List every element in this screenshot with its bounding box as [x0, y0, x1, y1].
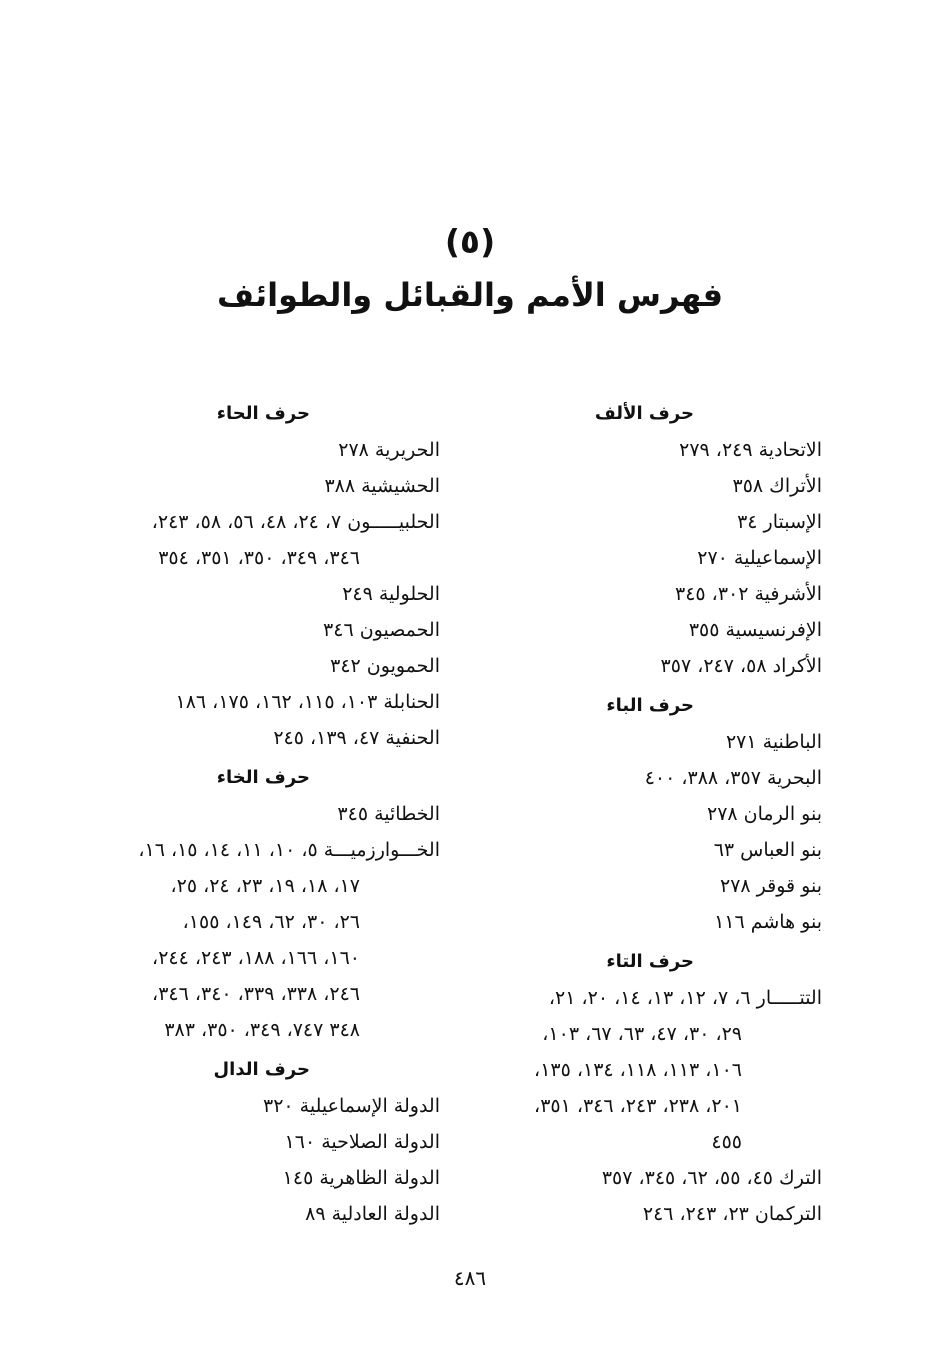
- section-heading-ha: حرف الحاء: [216, 403, 310, 424]
- index-entry: بنو الرمان ٢٧٨: [706, 803, 822, 825]
- index-entry: الحلولية ٢٤٩: [342, 583, 440, 605]
- index-entry: الخطائية ٣٤٥: [337, 803, 440, 825]
- index-entry: البحرية ٣٥٧، ٣٨٨، ٤٠٠: [644, 767, 822, 789]
- section-heading-kha: حرف الخاء: [216, 767, 310, 788]
- index-entry: بنو قوقر ٢٧٨: [719, 875, 822, 897]
- index-entry-continuation: ٣٤٨ ٧٤٧، ٣٤٩، ٣٥٠، ٣٨٣: [164, 1019, 360, 1041]
- index-entry-continuation: ١٧، ١٨، ١٩، ٢٣، ٢٤، ٢٥،: [170, 875, 360, 897]
- index-entry: الأكراد ٥٨، ٢٤٧، ٣٥٧: [660, 655, 822, 677]
- index-entry: بنو هاشم ١١٦: [714, 911, 822, 933]
- index-entry: الإفرنسيسية ٣٥٥: [688, 619, 822, 641]
- index-entry-continuation: ٣٤٦، ٣٤٩، ٣٥٠، ٣٥١، ٣٥٤: [158, 547, 360, 569]
- section-heading-ba: حرف الباء: [606, 695, 694, 716]
- index-entry: الحمصيون ٣٤٦: [323, 619, 440, 641]
- index-entry: الحنفية ٤٧، ١٣٩، ٢٤٥: [273, 727, 440, 749]
- index-entry: التركمان ٢٣، ٢٤٣، ٢٤٦: [642, 1203, 822, 1225]
- index-entry: الحلبيـــــون ٧، ٢٤، ٤٨، ٥٦، ٥٨، ٢٤٣،: [151, 511, 440, 533]
- index-entry: الترك ٤٥، ٥٥، ٦٢، ٣٤٥، ٣٥٧: [601, 1167, 822, 1189]
- page-number: ٤٨٦: [453, 1266, 487, 1290]
- left-column: [70, 392, 440, 1232]
- index-entry: الحنابلة ١٠٣، ١١٥، ١٦٢، ١٧٥، ١٨٦: [175, 691, 440, 713]
- index-entry: الحريرية ٢٧٨: [338, 439, 440, 461]
- section-number: (٥): [444, 222, 496, 261]
- index-entry: الباطنية ٢٧١: [725, 731, 822, 753]
- index-entry: الأتراك ٣٥٨: [732, 475, 822, 497]
- index-entry-continuation: ٤٥٥: [711, 1131, 742, 1153]
- section-heading-ta: حرف التاء: [606, 951, 694, 972]
- index-entry: الدولة الصلاحية ١٦٠: [284, 1131, 440, 1153]
- index-entry: الحشيشية ٣٨٨: [324, 475, 440, 497]
- section-heading-alif: حرف الألف: [594, 403, 694, 424]
- index-entry: الإسماعيلية ٢٧٠: [697, 547, 822, 569]
- index-entry-continuation: ٢٩، ٣٠، ٤٧، ٦٣، ٦٧، ١٠٣،: [542, 1023, 742, 1045]
- index-entry: الدولة العادلية ٨٩: [305, 1203, 440, 1225]
- index-entry-continuation: ٢٠١، ٢٣٨، ٢٤٣، ٣٤٦، ٣٥١،: [534, 1095, 742, 1117]
- index-entry: الدولة الظاهرية ١٤٥: [282, 1167, 440, 1189]
- index-entry: الإسبتار ٣٤: [737, 511, 822, 533]
- index-entry-continuation: ٢٦، ٣٠، ٦٢، ١٤٩، ١٥٥،: [182, 911, 360, 933]
- index-entry: الاتحادية ٢٤٩، ٢٧٩: [679, 439, 822, 461]
- index-entry: الخـــوارزميـــة ٥، ١٠، ١١، ١٤، ١٥، ١٦،: [138, 839, 440, 861]
- right-column: [450, 392, 822, 1232]
- page-title: فهرس الأمم والقبائل والطوائف: [216, 276, 724, 314]
- index-entry-continuation: ٢٤٦، ٣٣٨، ٣٣٩، ٣٤٠، ٣٤٦،: [152, 983, 360, 1005]
- index-entry: الحمويون ٣٤٢: [330, 655, 440, 677]
- index-entry: الدولة الإسماعيلية ٣٢٠: [263, 1095, 440, 1117]
- index-entry-continuation: ١٠٦، ١١٣، ١١٨، ١٣٤، ١٣٥،: [534, 1059, 742, 1081]
- section-heading-dal: حرف الدال: [213, 1059, 310, 1080]
- index-entry: التتـــــار ٦، ٧، ١٢، ١٣، ١٤، ٢٠، ٢١،: [548, 987, 822, 1009]
- index-entry-continuation: ١٦٠، ١٦٦، ١٨٨، ٢٤٣، ٢٤٤،: [152, 947, 360, 969]
- index-entry: بنو العباس ٦٣: [713, 839, 822, 861]
- index-entry: الأشرفية ٣٠٢، ٣٤٥: [675, 583, 822, 605]
